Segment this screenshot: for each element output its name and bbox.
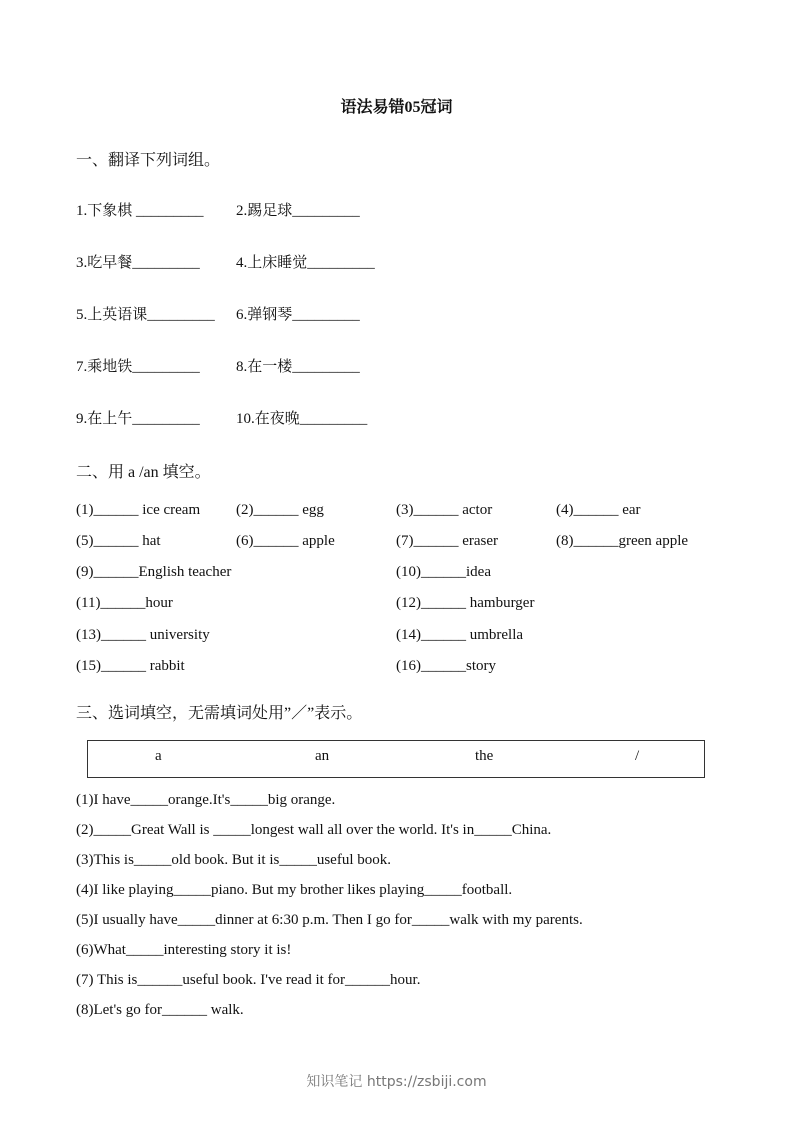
blank-item-7: (7)______ eraser — [396, 533, 499, 549]
blank-item-8: (8)______green apple — [556, 533, 689, 549]
translate-item-4: 4.上床睡觉_________ — [236, 255, 375, 271]
word-bank-box — [87, 740, 705, 778]
blank-item-10: (10)______idea — [396, 564, 491, 580]
blank-item-12: (12)______ hamburger — [396, 595, 535, 611]
blank-item-6: (6)______ apple — [236, 533, 335, 549]
word-bank-the: the — [475, 748, 494, 764]
page-title: 语法易错05冠词 — [340, 99, 453, 116]
translate-item-5: 5.上英语课_________ — [76, 307, 215, 323]
word-bank-an: an — [315, 748, 330, 764]
section-3-heading: 三、选词填空，无需填词处用”／”表示。 — [76, 705, 363, 722]
translate-item-10: 10.在夜晚_________ — [236, 411, 368, 427]
sentence-4: (4)I like playing_____piano. But my brother likes playing_____football. — [76, 882, 513, 898]
translate-item-2: 2.踢足球_________ — [236, 203, 360, 219]
section-2-heading: 二、用 a /an 填空。 — [76, 464, 211, 481]
blank-item-16: (16)______story — [396, 658, 496, 674]
translate-item-1: 1.下象棋 _________ — [76, 203, 204, 219]
translate-item-7: 7.乘地铁_________ — [76, 359, 200, 375]
sentence-6: (6)What_____interesting story it is! — [76, 942, 292, 958]
sentence-5: (5)I usually have_____dinner at 6:30 p.m. Then I go for_____walk with my parents. — [76, 912, 583, 928]
word-bank-slash: / — [635, 748, 640, 764]
footer-watermark: 知识笔记 https://zsbiji.com — [306, 1074, 487, 1090]
translate-item-9: 9.在上午_________ — [76, 411, 200, 427]
blank-item-15: (15)______ rabbit — [76, 658, 185, 674]
blank-item-9: (9)______English teacher — [76, 564, 232, 580]
section-1-heading: 一、翻译下列词组。 — [76, 152, 221, 169]
blank-item-2: (2)______ egg — [236, 502, 324, 518]
sentence-1: (1)I have_____orange.It's_____big orange. — [76, 792, 336, 808]
sentence-2: (2)_____Great Wall is _____longest wall all over the world. It's in_____China. — [76, 822, 552, 838]
sentence-3: (3)This is_____old book. But it is_____useful book. — [76, 852, 391, 868]
blank-item-4: (4)______ ear — [556, 502, 641, 518]
blank-item-11: (11)______hour — [76, 595, 173, 611]
blank-item-3: (3)______ actor — [396, 502, 493, 518]
word-bank-a: a — [155, 748, 162, 764]
blank-item-13: (13)______ university — [76, 627, 210, 643]
translate-item-3: 3.吃早餐_________ — [76, 255, 200, 271]
blank-item-14: (14)______ umbrella — [396, 627, 524, 643]
blank-item-5: (5)______ hat — [76, 533, 161, 549]
blank-item-1: (1)______ ice cream — [76, 502, 201, 518]
translate-item-6: 6.弹钢琴_________ — [236, 307, 360, 323]
sentence-7: (7) This is______useful book. I've read it for______hour. — [76, 972, 421, 988]
translate-item-8: 8.在一楼_________ — [236, 359, 360, 375]
sentence-8: (8)Let's go for______ walk. — [76, 1002, 244, 1018]
